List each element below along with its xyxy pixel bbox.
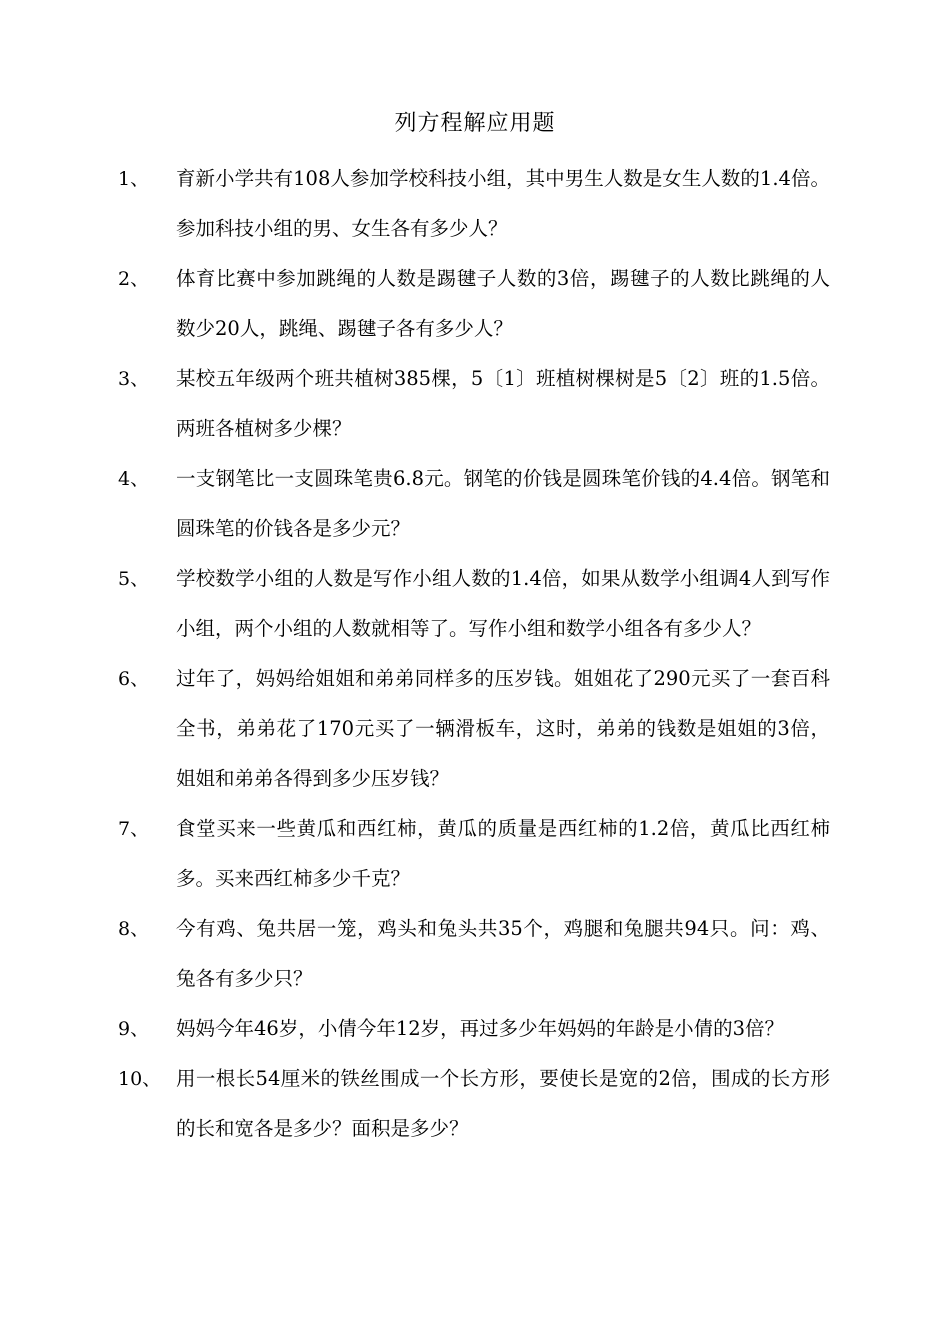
problem-number: 7、 [118,818,150,840]
problem-text: 妈妈今年46岁，小倩今年12岁，再过多少年妈妈的年龄是小倩的3倍？ [176,1017,785,1040]
problem-number: 2、 [118,268,150,290]
problem-number: 3、 [118,368,150,390]
problem-text: 学校数学小组的人数是写作小组人数的1.4倍，如果从数学小组调4人到写作小组，两个小组的人数就相等了。写作小组和数学小组各有多少人？ [176,567,830,640]
problem-item-4 [0,454,950,554]
problem-item-7 [0,804,950,904]
page-title: 列方程解应用题 [394,111,556,136]
problem-item-8 [0,904,950,1004]
problem-item-9 [0,1004,950,1054]
problem-number: 6、 [118,668,150,690]
problem-number: 8、 [118,918,150,940]
problem-item-10 [0,1054,950,1154]
problem-text: 食堂买来一些黄瓜和西红柿，黄瓜的质量是西红柿的1.2倍，黄瓜比西红柿多。买来西红柿多少千克？ [176,817,830,890]
problem-list [0,154,950,1154]
problem-text: 过年了，妈妈给姐姐和弟弟同样多的压岁钱。姐姐花了290元买了一套百科全书，弟弟花了170元买了一辆滑板车，这时，弟弟的钱数是姐姐的3倍，姐姐和弟弟各得到多少压岁钱？ [176,667,830,790]
problem-number: 5、 [118,568,150,590]
problem-number: 10、 [118,1068,162,1090]
problem-item-1 [0,154,950,254]
problem-text: 用一根长54厘米的铁丝围成一个长方形，要使长是宽的2倍，围成的长方形的长和宽各是多少？面积是多少？ [176,1067,830,1140]
problem-text: 某校五年级两个班共植树385棵，5〔1〕班植树棵树是5〔2〕班的1.5倍。两班各植树多少棵？ [176,367,830,440]
problem-text: 今有鸡、兔共居一笼，鸡头和兔头共35个，鸡腿和兔腿共94只。问：鸡、兔各有多少只？ [176,917,830,990]
problem-text: 育新小学共有108人参加学校科技小组，其中男生人数是女生人数的1.4倍。参加科技小组的男、女生各有多少人？ [176,167,830,240]
problem-item-3 [0,354,950,454]
problem-item-5 [0,554,950,654]
problem-number: 1、 [118,168,150,190]
problem-text: 一支钢笔比一支圆珠笔贵6.8元。钢笔的价钱是圆珠笔价钱的4.4倍。钢笔和圆珠笔的价钱各是多少元？ [176,467,830,540]
problem-number: 4、 [118,468,150,490]
problem-item-6 [0,654,950,804]
problem-item-2 [0,254,950,354]
problem-text: 体育比赛中参加跳绳的人数是踢毽子人数的3倍，踢毽子的人数比跳绳的人数少20人，跳绳、踢毽子各有多少人？ [176,267,830,340]
problem-number: 9、 [118,1018,150,1040]
